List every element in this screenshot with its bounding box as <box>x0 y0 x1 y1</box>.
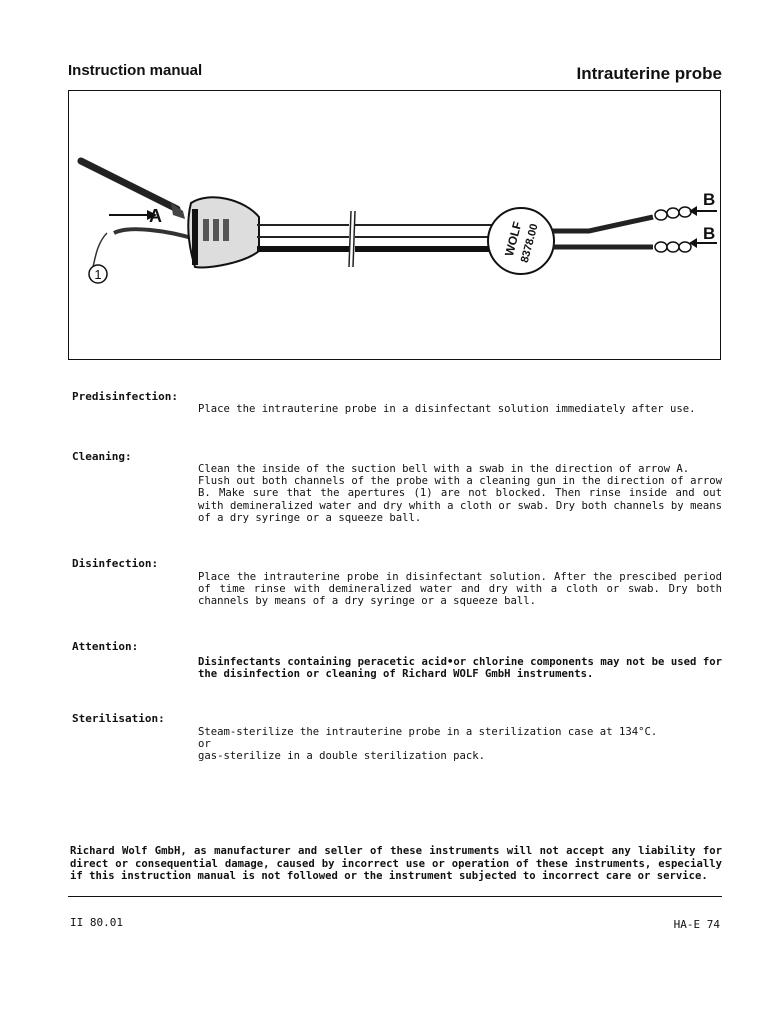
liability-disclaimer: Richard Wolf GmbH, as manufacturer and seller of these instruments will not accept any liability for direct or consequential damage, caused by incorrect use or operation of these instruments, especially if this instruction manual is not followed or the instrument subjected to incorrect care or service. <box>70 845 722 883</box>
predisinfection-line: Place the intrauterine probe in a disinfectant solution immediately after use. <box>198 403 696 415</box>
seal-brand: WOLF <box>501 220 525 258</box>
arrow-a-label: A <box>149 206 162 226</box>
predisinfection-label: Predisinfection: <box>72 390 178 403</box>
manual-title: Instruction manual <box>68 62 203 79</box>
cleaning-text <box>198 463 722 524</box>
disinfection-line: Place the intrauterine probe in disinfectant solution. After the prescibed period of time rinse with demineralized water and dry with a cloth or swab. Dry both channels by means of a dry syringe or a squeeze ball. <box>198 571 722 608</box>
seal-number: 8378.00 <box>518 222 541 265</box>
attention-label: Attention: <box>72 640 139 653</box>
attention-text <box>198 656 722 680</box>
sterilisation-line-2: or <box>198 738 211 751</box>
disinfection-text <box>198 571 722 608</box>
probe-illustration-frame <box>68 90 721 360</box>
predisinfection-text <box>198 403 722 415</box>
cleaning-line-1: Clean the inside of the suction bell with a swab in the direction of arrow A. <box>198 463 690 475</box>
sterilisation-text <box>198 726 722 763</box>
cleaning-line-2: Flush out both channels of the probe with a cleaning gun in the direction of arrow B. Make sure that the apertures (1) are not blocked. Then rinse inside and out with demineralized water and dry whith a cloth or swab. Dry both channels by means of a dry syringe or a squeeze ball. <box>198 475 722 524</box>
callout-1-label: 1 <box>94 267 102 282</box>
arrow-b-top-label: B <box>703 190 716 209</box>
attention-line: Disinfectants containing peracetic acid•or chlorine components may not be used for the disinfection or cleaning of Richard WOLF GmbH instruments. <box>198 656 722 681</box>
disinfection-label: Disinfection: <box>72 557 159 570</box>
sterilisation-line-1: Steam-sterilize the intrauterine probe in a sterilization case at 134°C. <box>198 726 658 738</box>
sterilisation-label: Sterilisation: <box>72 712 165 725</box>
footer-divider <box>68 896 722 897</box>
cleaning-label: Cleaning: <box>72 450 132 463</box>
footer-page-code: HA-E 74 <box>673 918 720 931</box>
probe-illustration <box>69 91 722 361</box>
arrow-b-bottom-label: B <box>703 224 716 243</box>
wolf-seal <box>488 208 554 274</box>
sterilisation-line-3: gas-sterilize in a double sterilization pack. <box>198 750 486 763</box>
footer-doc-code: II 80.01 <box>70 916 123 929</box>
product-title: Intrauterine probe <box>576 64 722 83</box>
